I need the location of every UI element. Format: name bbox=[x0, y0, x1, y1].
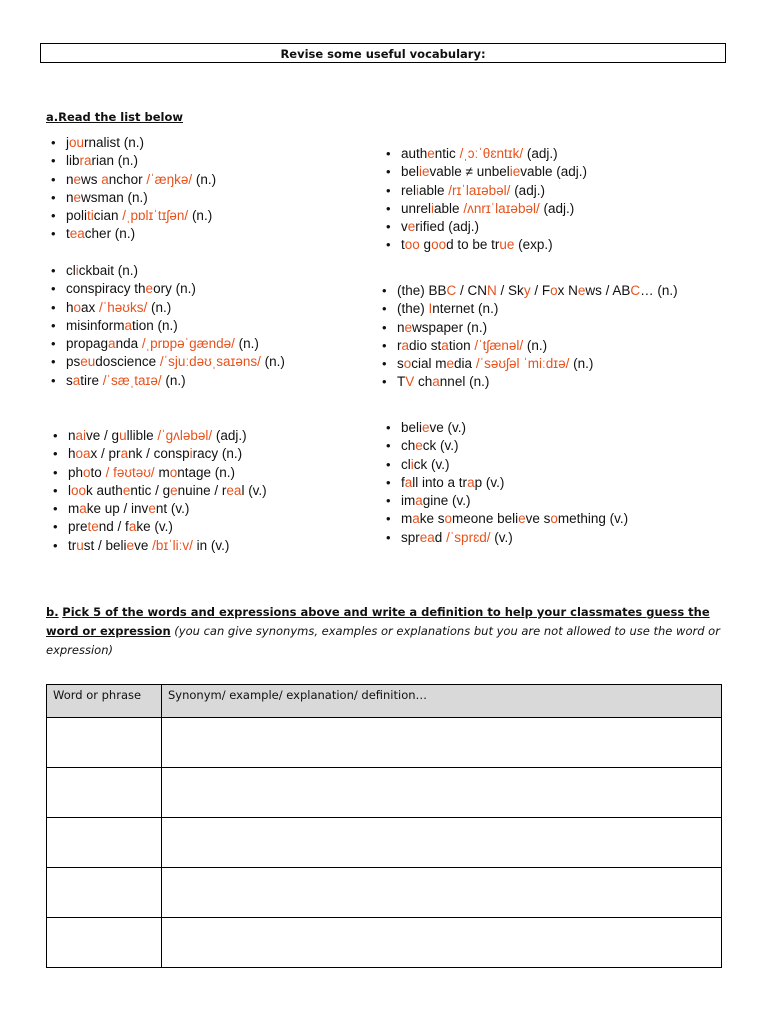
text-segment: ax bbox=[81, 299, 100, 315]
stressed-segment: o bbox=[550, 511, 558, 527]
text-segment: (the) bbox=[397, 301, 429, 317]
text-segment: (adj.) bbox=[510, 182, 545, 198]
text-segment: (n.) bbox=[523, 337, 548, 353]
stressed-segment: /ʌnrɪˈlaɪəbəl/ bbox=[463, 200, 540, 216]
text-segment: p (v.) bbox=[474, 474, 505, 490]
stressed-segment: a bbox=[72, 372, 81, 388]
text-segment: ckbait (n.) bbox=[78, 263, 139, 278]
vocab-item bbox=[46, 299, 285, 317]
text-segment: x N bbox=[557, 283, 578, 298]
stressed-segment: o bbox=[550, 283, 558, 298]
text-segment: nuine / r bbox=[177, 482, 227, 498]
vocab-item bbox=[377, 337, 678, 355]
stressed-segment: e bbox=[446, 356, 455, 372]
definition-cell[interactable] bbox=[162, 768, 722, 818]
stressed-segment: ai bbox=[75, 428, 87, 443]
stressed-segment: a bbox=[108, 336, 116, 352]
text-segment: st / beli bbox=[83, 537, 127, 553]
text-segment: beli bbox=[401, 420, 423, 435]
text-segment: t bbox=[66, 226, 70, 242]
text-segment: h bbox=[66, 299, 74, 315]
text-segment: d bbox=[446, 237, 454, 253]
stressed-segment: a bbox=[412, 511, 420, 527]
text-segment: j bbox=[66, 135, 69, 150]
vocab-item bbox=[381, 236, 587, 254]
worksheet-title: Revise some useful vocabulary: bbox=[40, 43, 726, 63]
stressed-segment: /ˈgʌləbəl/ bbox=[157, 428, 213, 443]
table-row bbox=[47, 718, 722, 768]
text-segment: ws / AB bbox=[585, 283, 631, 298]
text-segment: ph bbox=[68, 464, 84, 480]
stressed-segment: ea bbox=[419, 529, 435, 545]
text-segment: t bbox=[401, 237, 405, 253]
text-segment: h bbox=[68, 446, 76, 462]
text-segment: lib bbox=[66, 153, 80, 169]
stressed-segment: i bbox=[75, 263, 79, 278]
stressed-segment: a bbox=[432, 374, 440, 390]
text-segment: spr bbox=[401, 529, 420, 545]
text-segment: nda bbox=[115, 336, 142, 352]
text-segment: d bbox=[434, 529, 447, 545]
stressed-segment: e bbox=[404, 319, 413, 335]
stressed-segment: o bbox=[83, 464, 91, 480]
stressed-segment: u bbox=[76, 537, 84, 553]
vocab-item bbox=[46, 335, 285, 353]
stressed-segment: /ˈsæˌtaɪə/ bbox=[102, 372, 162, 388]
text-segment: cl bbox=[401, 456, 411, 472]
stressed-segment: e bbox=[170, 482, 178, 498]
text-segment: vable ≠ unbel bbox=[429, 164, 510, 180]
vocab-item bbox=[381, 145, 587, 163]
stressed-segment: a bbox=[467, 474, 475, 490]
stressed-segment: oa bbox=[75, 446, 91, 462]
text-segment: s bbox=[66, 372, 73, 388]
stressed-segment: ie bbox=[509, 164, 521, 180]
table-row bbox=[47, 768, 722, 818]
text-segment: ntic bbox=[434, 146, 460, 161]
stressed-segment: o bbox=[444, 511, 453, 527]
stressed-segment: e bbox=[427, 146, 435, 161]
stressed-segment: a bbox=[401, 337, 410, 353]
text-segment: l bbox=[68, 482, 71, 498]
word-cell[interactable] bbox=[47, 818, 162, 868]
text-segment: propag bbox=[66, 336, 109, 352]
text-segment: able bbox=[419, 182, 449, 198]
text-segment: wsman (n.) bbox=[81, 189, 148, 205]
text-segment: in (v.) bbox=[192, 537, 230, 553]
stressed-segment: i bbox=[189, 446, 193, 462]
text-segment: ch bbox=[414, 374, 433, 390]
stressed-segment: oo bbox=[404, 237, 420, 253]
stressed-segment: e bbox=[126, 537, 135, 553]
text-segment: m bbox=[154, 464, 170, 480]
text-segment: tion bbox=[448, 337, 475, 353]
stressed-segment: e bbox=[145, 281, 154, 297]
stressed-segment: ue bbox=[499, 237, 515, 253]
header-word-or-phrase: Word or phrase bbox=[47, 685, 162, 718]
text-segment: n bbox=[66, 189, 74, 205]
stressed-segment: a bbox=[101, 171, 109, 187]
text-segment: conspiracy th bbox=[66, 281, 146, 297]
stressed-segment: e bbox=[73, 171, 82, 187]
stressed-segment: eu bbox=[80, 354, 96, 370]
vocab-item bbox=[381, 456, 628, 474]
text-segment: cher (n.) bbox=[84, 226, 136, 242]
vocab-item bbox=[381, 474, 628, 492]
stressed-segment: / fəʊtəʊ/ bbox=[105, 464, 155, 480]
stressed-segment: a bbox=[404, 474, 413, 490]
text-segment: nk / consp bbox=[128, 446, 190, 462]
stressed-segment: u bbox=[119, 428, 127, 443]
text-segment: s bbox=[397, 356, 404, 372]
word-cell[interactable] bbox=[47, 918, 162, 968]
stressed-segment: /ˌpɒlɪˈtɪʃən/ bbox=[122, 208, 189, 224]
stressed-segment: i bbox=[410, 456, 414, 472]
text-segment: ntage (n.) bbox=[177, 464, 235, 480]
text-segment: n bbox=[68, 428, 76, 443]
stressed-segment: /ˈtʃænəl/ bbox=[474, 337, 524, 353]
text-segment: ck (v.) bbox=[413, 456, 450, 472]
vocab-item bbox=[46, 372, 285, 390]
text-segment: rified (adj.) bbox=[415, 219, 480, 235]
text-segment: to be tr bbox=[453, 237, 500, 253]
vocab-item bbox=[48, 500, 267, 518]
vocab-item bbox=[48, 482, 267, 500]
vocab-item bbox=[46, 134, 216, 152]
stressed-segment: /ˈsjuːdəʊˌsaɪəns/ bbox=[159, 354, 261, 370]
text-segment: meone beli bbox=[452, 511, 519, 527]
stressed-segment: oo bbox=[71, 482, 87, 498]
text-segment: m bbox=[68, 501, 80, 517]
vocab-item bbox=[48, 464, 267, 482]
stressed-segment: e bbox=[415, 438, 423, 454]
vocab-list-misinformation bbox=[46, 262, 285, 390]
stressed-segment: oo bbox=[431, 237, 447, 253]
text-segment: (n.) bbox=[147, 299, 172, 315]
text-segment: ve bbox=[134, 537, 153, 553]
text-segment: ps bbox=[66, 354, 81, 370]
text-segment: cial m bbox=[411, 356, 447, 372]
text-segment: nternet (n.) bbox=[432, 301, 499, 317]
vocab-item bbox=[377, 300, 678, 318]
vocab-item bbox=[48, 445, 267, 463]
vocab-item bbox=[377, 355, 678, 373]
vocab-item bbox=[377, 319, 678, 337]
vocab-list-deception bbox=[48, 427, 267, 555]
text-segment: … (n.) bbox=[640, 283, 678, 298]
vocab-item bbox=[381, 510, 628, 528]
stressed-segment: e bbox=[148, 501, 156, 517]
text-segment: ll into a tr bbox=[412, 474, 468, 490]
text-segment: mething (v.) bbox=[557, 511, 629, 527]
vocab-item bbox=[381, 419, 628, 437]
vocab-item bbox=[46, 262, 285, 280]
text-segment: r bbox=[397, 337, 402, 353]
text-segment: ke up / inv bbox=[86, 501, 149, 517]
stressed-segment: a bbox=[441, 337, 449, 353]
text-segment: doscience bbox=[95, 354, 160, 370]
text-segment: misinform bbox=[66, 317, 125, 333]
text-segment: n bbox=[66, 171, 74, 187]
text-segment: ke (v.) bbox=[136, 519, 173, 535]
text-segment: ve s bbox=[525, 511, 551, 527]
stressed-segment: te bbox=[87, 519, 99, 535]
vocab-item bbox=[381, 182, 587, 200]
stressed-segment: a bbox=[415, 493, 423, 509]
text-segment: m bbox=[401, 511, 413, 527]
stressed-segment: ea bbox=[226, 482, 242, 498]
stressed-segment: ou bbox=[69, 135, 85, 150]
vocab-item bbox=[381, 492, 628, 510]
text-segment: (n.) bbox=[234, 336, 259, 352]
text-segment: v bbox=[401, 219, 408, 235]
stressed-segment: o bbox=[403, 356, 412, 372]
vocab-item bbox=[381, 200, 587, 218]
stressed-segment: e bbox=[518, 511, 526, 527]
stressed-segment: /ˈhəʊks/ bbox=[99, 299, 148, 315]
text-segment: (n.) bbox=[569, 356, 594, 372]
text-segment: nnel (n.) bbox=[439, 374, 490, 390]
stressed-segment: ti bbox=[87, 208, 94, 224]
text-segment: (adj.) bbox=[212, 428, 247, 443]
text-segment: pre bbox=[68, 519, 88, 535]
vocab-list-reliability bbox=[381, 145, 587, 255]
text-segment: vable (adj.) bbox=[520, 164, 588, 180]
text-segment: x / pr bbox=[90, 446, 121, 462]
vocab-item bbox=[381, 529, 628, 547]
vocab-item bbox=[46, 353, 285, 371]
stressed-segment: e bbox=[577, 283, 586, 298]
stressed-segment: i bbox=[431, 200, 435, 216]
text-segment: llible bbox=[126, 428, 158, 443]
stressed-segment: e bbox=[122, 482, 131, 498]
text-segment: ch bbox=[401, 438, 416, 454]
definition-cell[interactable] bbox=[162, 818, 722, 868]
vocab-item bbox=[46, 280, 285, 298]
text-segment: able bbox=[434, 200, 464, 216]
text-segment: / CN bbox=[456, 283, 488, 298]
vocab-item bbox=[381, 218, 587, 236]
text-segment: rnalist (n.) bbox=[84, 135, 145, 150]
stressed-segment: a bbox=[128, 519, 137, 535]
vocab-item bbox=[46, 317, 285, 335]
text-segment: rian (n.) bbox=[91, 153, 139, 169]
text-segment: f bbox=[401, 474, 405, 490]
stressed-segment: e bbox=[407, 219, 416, 235]
text-segment: (n.) bbox=[161, 372, 186, 388]
text-segment: cian bbox=[93, 208, 123, 224]
text-segment: (n.) bbox=[260, 354, 285, 370]
section-b-instructions bbox=[46, 603, 736, 660]
section-b-task: Pick 5 of the words and expressions above and write a definition to help your classmates guess the word or expression bbox=[46, 605, 710, 638]
text-segment: g bbox=[419, 237, 432, 253]
text-segment: im bbox=[401, 493, 416, 509]
text-segment: (adj.) bbox=[523, 146, 558, 161]
text-segment: tr bbox=[68, 537, 77, 553]
text-segment: bel bbox=[401, 164, 420, 180]
text-segment: (v.) bbox=[490, 529, 513, 545]
definition-cell[interactable] bbox=[162, 718, 722, 768]
text-segment: k auth bbox=[86, 482, 123, 498]
stressed-segment: ie bbox=[419, 164, 430, 180]
stressed-segment: /ˌɔːˈθɛntɪk/ bbox=[459, 146, 524, 161]
stressed-segment: e bbox=[73, 189, 82, 205]
text-segment: ve (v.) bbox=[429, 420, 467, 435]
stressed-segment: a bbox=[120, 446, 129, 462]
word-cell[interactable] bbox=[47, 768, 162, 818]
word-cell[interactable] bbox=[47, 868, 162, 918]
word-cell[interactable] bbox=[47, 718, 162, 768]
stressed-segment: /rɪˈlaɪəbəl/ bbox=[448, 182, 511, 198]
text-segment: gine (v.) bbox=[422, 493, 471, 509]
stressed-segment: y bbox=[523, 283, 531, 298]
vocab-item bbox=[377, 373, 678, 391]
text-segment: wspaper (n.) bbox=[412, 319, 488, 335]
text-segment: tire bbox=[80, 372, 103, 388]
stressed-segment: /ˌprɒpəˈgændə/ bbox=[141, 336, 235, 352]
stressed-segment: N bbox=[487, 283, 497, 298]
text-segment: nchor bbox=[108, 171, 147, 187]
stressed-segment: ra bbox=[79, 153, 92, 169]
text-segment: auth bbox=[401, 146, 428, 161]
section-b-label: b. bbox=[46, 605, 59, 619]
vocab-item bbox=[381, 437, 628, 455]
stressed-segment: V bbox=[405, 374, 415, 390]
text-segment: ke s bbox=[419, 511, 445, 527]
stressed-segment: e bbox=[422, 420, 430, 435]
vocab-item bbox=[381, 163, 587, 181]
text-segment: cl bbox=[66, 263, 76, 278]
section-a-heading: a.Read the list below bbox=[46, 110, 183, 124]
definition-cell[interactable] bbox=[162, 918, 722, 968]
vocab-item bbox=[46, 171, 216, 189]
definitions-table bbox=[46, 684, 722, 968]
stressed-segment: o bbox=[169, 464, 178, 480]
text-segment: rel bbox=[401, 182, 417, 198]
stressed-segment: i bbox=[416, 182, 420, 198]
text-segment: n bbox=[397, 319, 405, 335]
vocab-item bbox=[46, 152, 216, 170]
text-segment: to bbox=[90, 464, 106, 480]
text-segment: ck (v.) bbox=[422, 438, 459, 454]
text-segment: racy (n.) bbox=[192, 446, 243, 462]
stressed-segment: a bbox=[79, 501, 87, 517]
stressed-segment: I bbox=[428, 301, 433, 317]
vocab-item bbox=[48, 518, 267, 536]
text-segment: nt (v.) bbox=[155, 501, 190, 517]
vocab-list-verbs bbox=[381, 419, 628, 547]
text-segment: ws bbox=[81, 171, 102, 187]
table-header-row bbox=[47, 685, 722, 718]
stressed-segment: a bbox=[124, 317, 133, 333]
text-segment: ntic / g bbox=[130, 482, 171, 498]
text-segment: dia bbox=[454, 356, 476, 372]
vocab-list-media bbox=[377, 282, 678, 392]
vocab-item bbox=[48, 427, 267, 445]
table-row bbox=[47, 918, 722, 968]
stressed-segment: /ˈsprɛd/ bbox=[446, 529, 491, 545]
section-b-note: (you can give synonyms, examples or explanations but you are not allowed to use the word or expression) bbox=[46, 624, 720, 657]
text-segment: unrel bbox=[401, 200, 432, 216]
text-segment: (n.) bbox=[192, 171, 217, 187]
text-segment: ve / g bbox=[86, 428, 120, 443]
text-segment: nd / f bbox=[98, 519, 129, 535]
definition-cell[interactable] bbox=[162, 868, 722, 918]
vocab-item bbox=[46, 207, 216, 225]
stressed-segment: C bbox=[446, 283, 457, 298]
text-segment: / F bbox=[530, 283, 551, 298]
vocab-item bbox=[377, 282, 678, 300]
vocab-item bbox=[48, 537, 267, 555]
header-definition: Synonym/ example/ explanation/ definition… bbox=[162, 685, 722, 718]
text-segment: (adj.) bbox=[539, 200, 575, 216]
stressed-segment: C bbox=[630, 283, 641, 298]
stressed-segment: /ˈæŋkə/ bbox=[146, 171, 193, 187]
text-segment: dio st bbox=[409, 337, 442, 353]
table-row bbox=[47, 818, 722, 868]
text-segment: l (v.) bbox=[241, 482, 267, 498]
text-segment: poli bbox=[66, 208, 88, 224]
stressed-segment: ea bbox=[69, 226, 85, 242]
stressed-segment: /ˈsəʊʃəl ˈmiːdɪə/ bbox=[475, 356, 570, 372]
text-segment: (exp.) bbox=[514, 237, 553, 253]
vocab-item bbox=[46, 225, 216, 243]
text-segment: (n.) bbox=[188, 208, 213, 224]
stressed-segment: o bbox=[73, 299, 82, 315]
text-segment: (the) BB bbox=[397, 283, 447, 298]
vocab-item bbox=[46, 189, 216, 207]
vocab-list-professions bbox=[46, 134, 216, 244]
stressed-segment: /bɪˈliːv/ bbox=[152, 537, 193, 553]
text-segment: / Sk bbox=[496, 283, 524, 298]
text-segment: ory (n.) bbox=[153, 281, 196, 297]
text-segment: T bbox=[397, 374, 406, 390]
table-row bbox=[47, 868, 722, 918]
text-segment: tion (n.) bbox=[132, 317, 178, 333]
